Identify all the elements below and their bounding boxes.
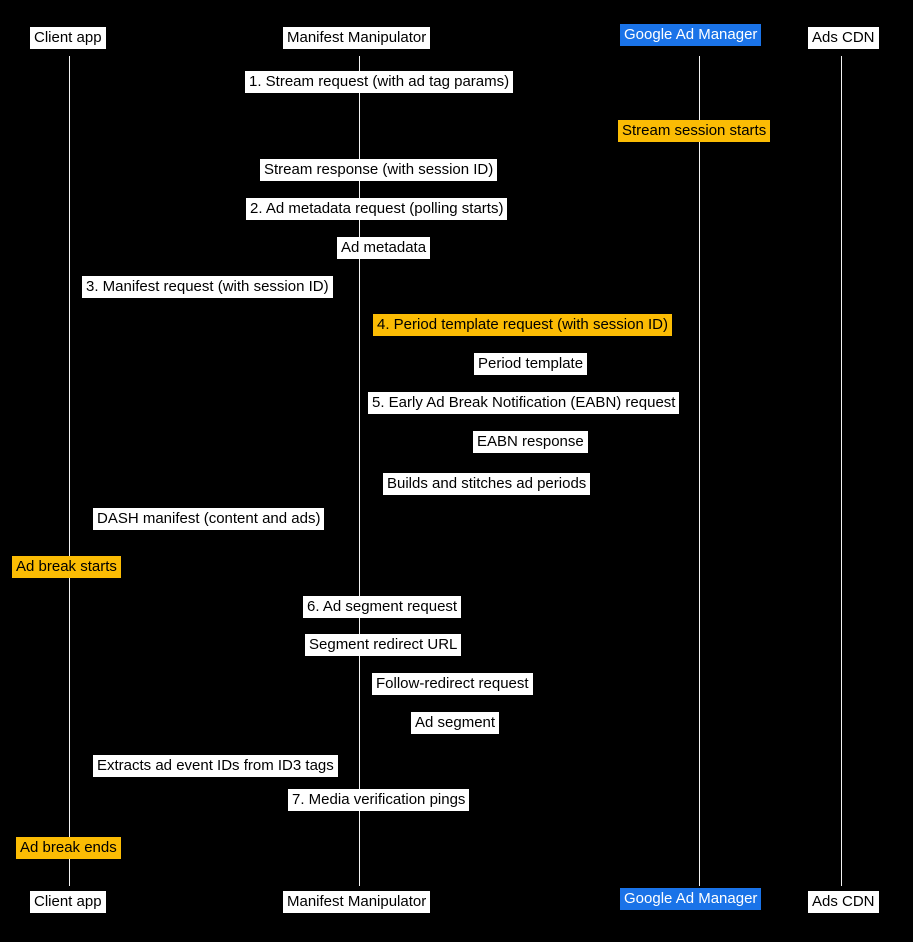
message-label-11: DASH manifest (content and ads) — [93, 508, 324, 530]
lifeline — [69, 56, 70, 886]
message-label-19: Ad break ends — [16, 837, 121, 859]
message-label-3: 2. Ad metadata request (polling starts) — [246, 198, 507, 220]
message-label-14: Segment redirect URL — [305, 634, 461, 656]
message-label-2: Stream response (with session ID) — [260, 159, 497, 181]
participant-top-0: Client app — [30, 27, 106, 49]
message-label-17: Extracts ad event IDs from ID3 tags — [93, 755, 338, 777]
message-label-9: EABN response — [473, 431, 588, 453]
lifeline — [841, 56, 842, 886]
message-label-7: Period template — [474, 353, 587, 375]
participant-bottom-3: Ads CDN — [808, 891, 879, 913]
message-label-5: 3. Manifest request (with session ID) — [82, 276, 333, 298]
message-label-16: Ad segment — [411, 712, 499, 734]
message-label-8: 5. Early Ad Break Notification (EABN) request — [368, 392, 679, 414]
message-label-15: Follow-redirect request — [372, 673, 533, 695]
message-label-13: 6. Ad segment request — [303, 596, 461, 618]
participant-bottom-0: Client app — [30, 891, 106, 913]
participant-top-3: Ads CDN — [808, 27, 879, 49]
message-label-0: 1. Stream request (with ad tag params) — [245, 71, 513, 93]
message-label-6: 4. Period template request (with session ID) — [373, 314, 672, 336]
participant-bottom-2: Google Ad Manager — [620, 888, 761, 910]
participant-top-1: Manifest Manipulator — [283, 27, 430, 49]
participant-bottom-1: Manifest Manipulator — [283, 891, 430, 913]
message-label-12: Ad break starts — [12, 556, 121, 578]
participant-top-2: Google Ad Manager — [620, 24, 761, 46]
message-label-4: Ad metadata — [337, 237, 430, 259]
message-label-10: Builds and stitches ad periods — [383, 473, 590, 495]
lifeline — [699, 56, 700, 886]
message-label-1: Stream session starts — [618, 120, 770, 142]
message-label-18: 7. Media verification pings — [288, 789, 469, 811]
